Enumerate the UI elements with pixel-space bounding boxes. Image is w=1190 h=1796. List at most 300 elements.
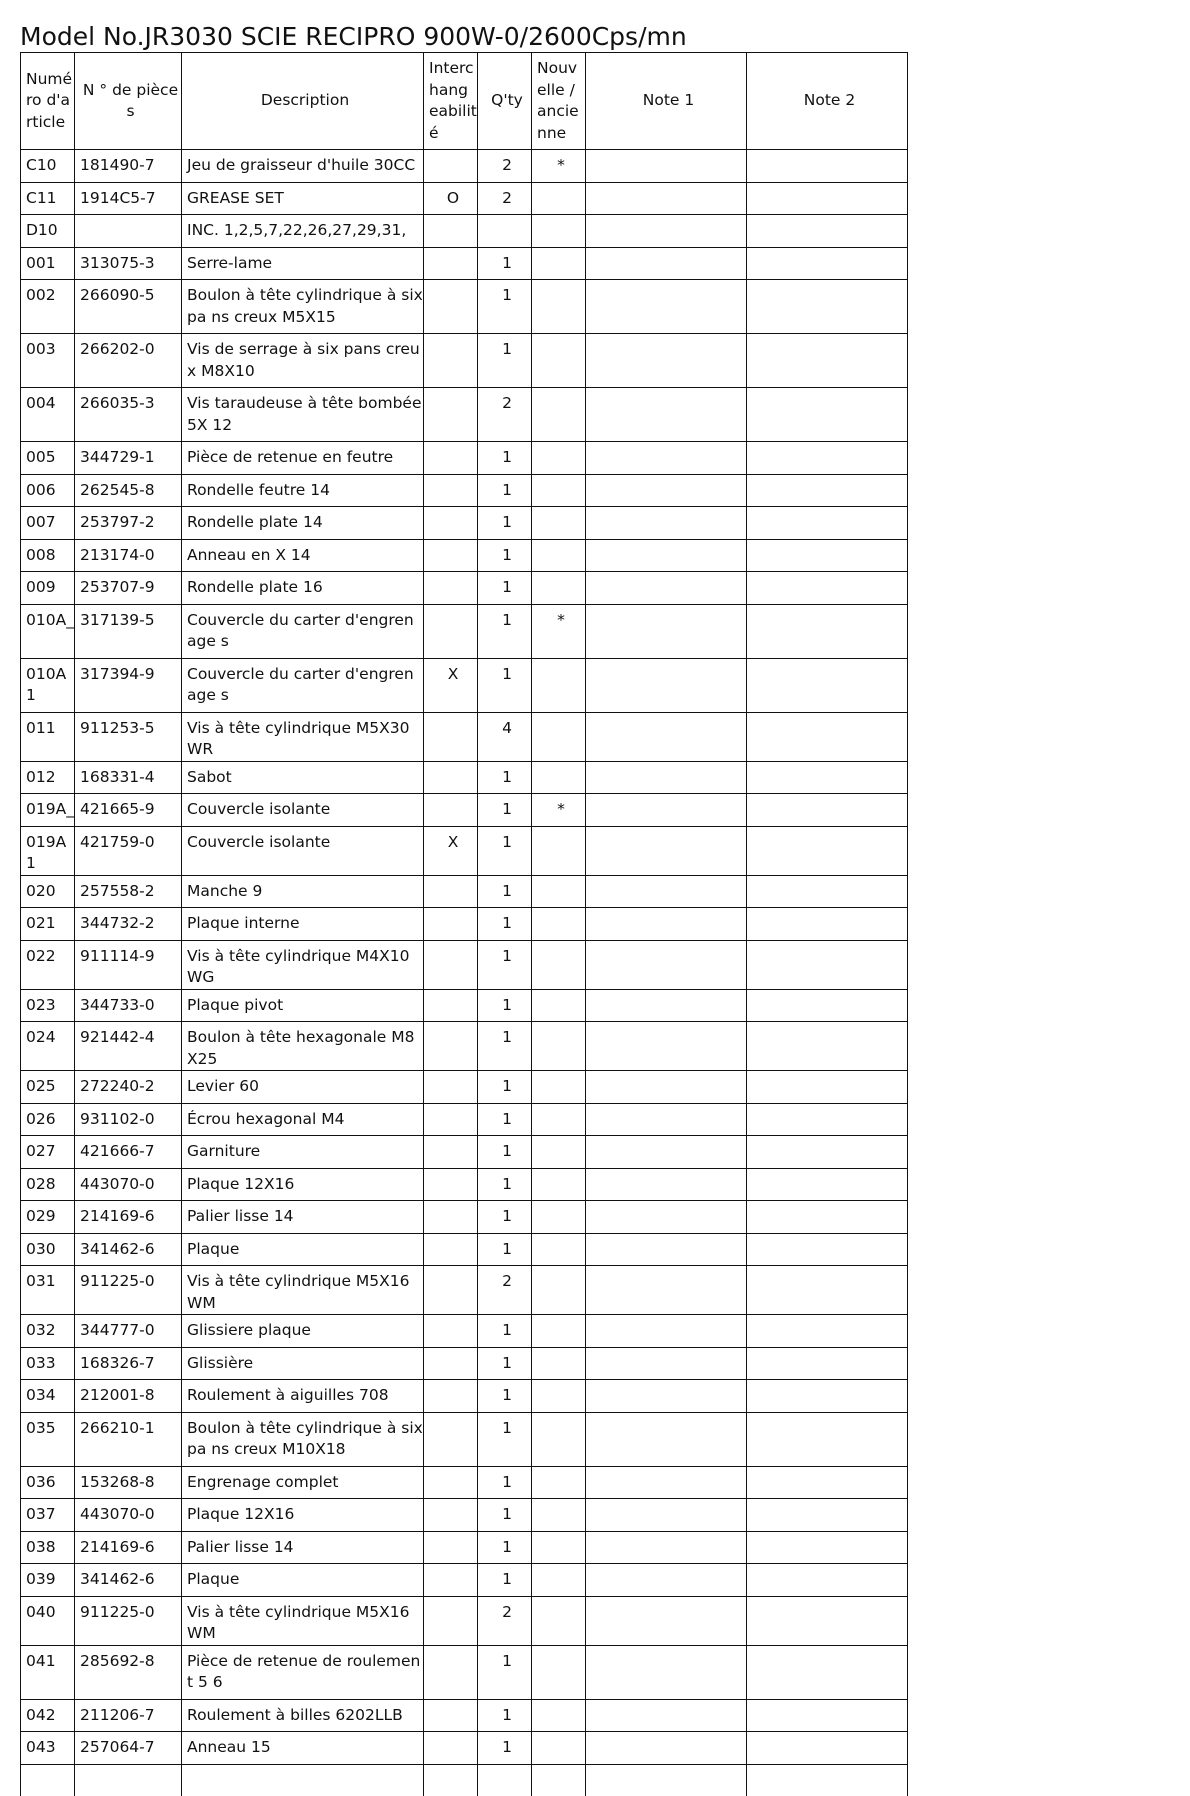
cell-note-2 [747,875,908,908]
cell-description: Vis taraudeuse à tête bombée 5X 12 [182,388,424,442]
cell-description: Anneau 15 [182,1732,424,1765]
cell-qty: 2 [478,388,532,442]
header-row [21,53,908,150]
table-row [21,1732,908,1765]
cell-item-no: 042 [21,1699,75,1732]
cell-interchangeability: X [424,658,478,712]
cell-note-1 [586,875,747,908]
cell-qty: 1 [478,1168,532,1201]
cell-new-old [532,539,586,572]
cell-note-2 [747,1347,908,1380]
cell-note-2 [747,1699,908,1732]
cell-item-no: C10 [21,150,75,183]
cell-new-old [532,247,586,280]
cell-qty: 1 [478,474,532,507]
cell-part-no: 421759-0 [75,826,182,875]
cell-item-no: 024 [21,1022,75,1071]
cell-qty: 1 [478,572,532,605]
cell-new-old [532,442,586,475]
cell-interchangeability [424,539,478,572]
cell-new-old [532,1645,586,1699]
cell-qty: 1 [478,1380,532,1413]
cell-new-old [532,1531,586,1564]
cell-new-old [532,1266,586,1315]
header-new-old: Nouv elle / ancie nne [532,53,586,150]
cell-qty: 4 [478,712,532,761]
cell-new-old [532,940,586,989]
cell-item-no: 010A1 [21,658,75,712]
cell-item-no: 033 [21,1347,75,1380]
cell-note-2 [747,761,908,794]
table-row [21,1103,908,1136]
table-row [21,334,908,388]
empty-cell [182,1764,424,1796]
cell-interchangeability: O [424,182,478,215]
cell-part-no: 213174-0 [75,539,182,572]
cell-new-old: * [532,150,586,183]
cell-qty: 1 [478,794,532,827]
cell-note-2 [747,1233,908,1266]
cell-description: Boulon à tête hexagonale M8X25 [182,1022,424,1071]
cell-qty: 2 [478,150,532,183]
cell-description: Vis à tête cylindrique M5X16 WM [182,1266,424,1315]
table-row [21,150,908,183]
table-row [21,1531,908,1564]
table-row [21,604,908,658]
table-row [21,1071,908,1104]
cell-item-no: 022 [21,940,75,989]
cell-description: Vis à tête cylindrique M4X10 WG [182,940,424,989]
cell-new-old [532,388,586,442]
header-note-1: Note 1 [586,53,747,150]
cell-interchangeability [424,1071,478,1104]
cell-qty: 1 [478,1103,532,1136]
cell-description: Vis à tête cylindrique M5X16 WM [182,1596,424,1645]
cell-description: Boulon à tête cylindrique à six pa ns creux M10X18 [182,1412,424,1466]
cell-part-no: 443070-0 [75,1168,182,1201]
cell-note-2 [747,1412,908,1466]
cell-new-old [532,1732,586,1765]
cell-new-old [532,1596,586,1645]
cell-item-no: 003 [21,334,75,388]
cell-part-no: 214169-6 [75,1531,182,1564]
cell-qty: 1 [478,442,532,475]
cell-interchangeability [424,712,478,761]
cell-note-1 [586,1531,747,1564]
cell-interchangeability [424,1380,478,1413]
cell-description: INC. 1,2,5,7,22,26,27,29,31, [182,215,424,248]
table-row [21,989,908,1022]
cell-note-1 [586,1071,747,1104]
cell-note-1 [586,1466,747,1499]
empty-cell [532,1764,586,1796]
cell-description: Plaque pivot [182,989,424,1022]
cell-note-2 [747,1499,908,1532]
cell-part-no: 285692-8 [75,1645,182,1699]
cell-interchangeability [424,1466,478,1499]
cell-note-2 [747,1380,908,1413]
empty-cell [21,1764,75,1796]
cell-description: Couvercle du carter d'engrenage s [182,604,424,658]
cell-new-old [532,1168,586,1201]
cell-item-no: 028 [21,1168,75,1201]
cell-qty: 1 [478,940,532,989]
cell-description: Palier lisse 14 [182,1201,424,1234]
table-row [21,182,908,215]
cell-qty: 1 [478,761,532,794]
cell-description: GREASE SET [182,182,424,215]
cell-part-no: 253707-9 [75,572,182,605]
table-row-empty [21,1764,908,1796]
cell-interchangeability [424,1136,478,1169]
cell-part-no: 257064-7 [75,1732,182,1765]
cell-item-no: 004 [21,388,75,442]
cell-note-2 [747,247,908,280]
cell-item-no: 010A_ [21,604,75,658]
cell-item-no: 008 [21,539,75,572]
cell-new-old [532,1347,586,1380]
cell-part-no: 214169-6 [75,1201,182,1234]
cell-note-1 [586,1645,747,1699]
cell-note-1 [586,388,747,442]
cell-description: Écrou hexagonal M4 [182,1103,424,1136]
cell-note-1 [586,215,747,248]
cell-new-old: * [532,604,586,658]
cell-qty: 1 [478,1412,532,1466]
cell-note-2 [747,1136,908,1169]
cell-note-2 [747,712,908,761]
cell-part-no: 344777-0 [75,1315,182,1348]
table-row [21,388,908,442]
cell-interchangeability [424,1564,478,1597]
cell-new-old [532,1201,586,1234]
cell-item-no: 030 [21,1233,75,1266]
cell-note-2 [747,1103,908,1136]
cell-part-no: 272240-2 [75,1071,182,1104]
cell-part-no: 253797-2 [75,507,182,540]
cell-description: Levier 60 [182,1071,424,1104]
cell-new-old [532,507,586,540]
cell-new-old [532,875,586,908]
empty-cell [75,1764,182,1796]
cell-new-old [532,1380,586,1413]
cell-part-no: 911114-9 [75,940,182,989]
cell-part-no: 911253-5 [75,712,182,761]
table-row [21,826,908,875]
cell-part-no: 1914C5-7 [75,182,182,215]
cell-part-no: 317394-9 [75,658,182,712]
cell-note-1 [586,474,747,507]
empty-cell [424,1764,478,1796]
table-row [21,215,908,248]
cell-qty: 1 [478,1022,532,1071]
table-row [21,1168,908,1201]
cell-part-no [75,215,182,248]
cell-note-2 [747,1596,908,1645]
cell-qty: 1 [478,1071,532,1104]
cell-part-no: 266035-3 [75,388,182,442]
cell-item-no: 039 [21,1564,75,1597]
empty-cell [747,1764,908,1796]
cell-description: Rondelle plate 14 [182,507,424,540]
cell-note-1 [586,940,747,989]
cell-item-no: 037 [21,1499,75,1532]
table-row [21,507,908,540]
cell-qty: 1 [478,247,532,280]
cell-part-no: 212001-8 [75,1380,182,1413]
header-part-no: N ° de pièces [75,53,182,150]
cell-note-1 [586,1347,747,1380]
cell-new-old [532,1233,586,1266]
cell-item-no: C11 [21,182,75,215]
page-title: Model No.JR3030 SCIE RECIPRO 900W-0/2600Cps/mn [20,22,687,51]
cell-note-2 [747,1266,908,1315]
cell-interchangeability [424,989,478,1022]
cell-interchangeability [424,1233,478,1266]
cell-description: Vis à tête cylindrique M5X30 WR [182,712,424,761]
cell-part-no: 317139-5 [75,604,182,658]
cell-interchangeability [424,1699,478,1732]
cell-interchangeability [424,1103,478,1136]
cell-item-no: 038 [21,1531,75,1564]
cell-qty: 1 [478,604,532,658]
cell-item-no: 025 [21,1071,75,1104]
table-row [21,1499,908,1532]
cell-note-1 [586,658,747,712]
cell-interchangeability [424,1596,478,1645]
cell-part-no: 266202-0 [75,334,182,388]
cell-note-1 [586,334,747,388]
cell-interchangeability [424,761,478,794]
cell-note-1 [586,280,747,334]
cell-note-1 [586,150,747,183]
cell-description: Roulement à billes 6202LLB [182,1699,424,1732]
cell-interchangeability [424,940,478,989]
cell-new-old: * [532,794,586,827]
cell-interchangeability [424,215,478,248]
cell-new-old [532,215,586,248]
cell-qty [478,215,532,248]
cell-interchangeability [424,572,478,605]
cell-description: Jeu de graisseur d'huile 30CC [182,150,424,183]
cell-interchangeability [424,1412,478,1466]
cell-item-no: 032 [21,1315,75,1348]
cell-note-1 [586,1499,747,1532]
cell-new-old [532,989,586,1022]
cell-qty: 1 [478,875,532,908]
cell-note-1 [586,1564,747,1597]
table-row [21,1466,908,1499]
cell-interchangeability [424,442,478,475]
cell-qty: 1 [478,1531,532,1564]
table-row [21,658,908,712]
cell-part-no: 421665-9 [75,794,182,827]
cell-note-1 [586,442,747,475]
cell-part-no: 341462-6 [75,1233,182,1266]
cell-qty: 1 [478,1564,532,1597]
cell-new-old [532,1412,586,1466]
cell-description: Rondelle feutre 14 [182,474,424,507]
cell-description: Sabot [182,761,424,794]
cell-note-2 [747,215,908,248]
table-row [21,908,908,941]
cell-interchangeability [424,150,478,183]
cell-new-old [532,1022,586,1071]
cell-qty: 1 [478,280,532,334]
cell-note-2 [747,1732,908,1765]
cell-item-no: 036 [21,1466,75,1499]
cell-note-1 [586,1596,747,1645]
cell-note-2 [747,1645,908,1699]
cell-qty: 1 [478,1499,532,1532]
cell-description: Couvercle du carter d'engrenage s [182,658,424,712]
cell-item-no: 031 [21,1266,75,1315]
cell-interchangeability: X [424,826,478,875]
cell-part-no: 262545-8 [75,474,182,507]
cell-part-no: 931102-0 [75,1103,182,1136]
cell-qty: 1 [478,539,532,572]
cell-qty: 2 [478,1596,532,1645]
cell-interchangeability [424,1732,478,1765]
cell-interchangeability [424,280,478,334]
cell-note-1 [586,1699,747,1732]
cell-qty: 1 [478,1347,532,1380]
cell-new-old [532,1103,586,1136]
cell-description: Vis de serrage à six pans creux M8X10 [182,334,424,388]
cell-description: Manche 9 [182,875,424,908]
cell-qty: 1 [478,1201,532,1234]
cell-note-1 [586,247,747,280]
cell-item-no: 019A_ [21,794,75,827]
cell-qty: 1 [478,1136,532,1169]
cell-item-no: 029 [21,1201,75,1234]
cell-qty: 1 [478,507,532,540]
cell-new-old [532,1499,586,1532]
table-row [21,1380,908,1413]
cell-qty: 1 [478,1732,532,1765]
cell-note-1 [586,182,747,215]
cell-note-2 [747,150,908,183]
cell-note-2 [747,658,908,712]
cell-qty: 1 [478,826,532,875]
cell-description: Pièce de retenue en feutre [182,442,424,475]
cell-new-old [532,182,586,215]
cell-qty: 1 [478,1466,532,1499]
cell-note-2 [747,826,908,875]
cell-note-1 [586,507,747,540]
cell-note-1 [586,1412,747,1466]
cell-qty: 2 [478,182,532,215]
cell-interchangeability [424,1022,478,1071]
cell-part-no: 266090-5 [75,280,182,334]
cell-interchangeability [424,334,478,388]
table-row [21,1315,908,1348]
cell-qty: 1 [478,1699,532,1732]
cell-interchangeability [424,388,478,442]
cell-interchangeability [424,474,478,507]
parts-body [21,150,908,1796]
table-row [21,1201,908,1234]
cell-note-2 [747,1168,908,1201]
cell-new-old [532,1136,586,1169]
cell-item-no: 034 [21,1380,75,1413]
table-row [21,1699,908,1732]
cell-note-2 [747,334,908,388]
cell-note-1 [586,794,747,827]
cell-item-no: 002 [21,280,75,334]
cell-new-old [532,712,586,761]
cell-item-no: 007 [21,507,75,540]
cell-interchangeability [424,507,478,540]
cell-part-no: 344733-0 [75,989,182,1022]
cell-interchangeability [424,908,478,941]
cell-note-2 [747,572,908,605]
cell-note-2 [747,182,908,215]
cell-item-no: 035 [21,1412,75,1466]
cell-description: Pièce de retenue de roulement 5 6 [182,1645,424,1699]
cell-note-1 [586,712,747,761]
cell-interchangeability [424,794,478,827]
cell-description: Roulement à aiguilles 708 [182,1380,424,1413]
cell-new-old [532,1315,586,1348]
table-row [21,474,908,507]
cell-note-2 [747,1071,908,1104]
cell-interchangeability [424,875,478,908]
table-row [21,712,908,761]
cell-item-no: 006 [21,474,75,507]
table-row [21,1347,908,1380]
cell-note-1 [586,572,747,605]
cell-description: Plaque 12X16 [182,1168,424,1201]
cell-interchangeability [424,1168,478,1201]
cell-part-no: 443070-0 [75,1499,182,1532]
cell-item-no: 023 [21,989,75,1022]
header-qty: Q'ty [478,53,532,150]
header-note-2: Note 2 [747,53,908,150]
cell-part-no: 421666-7 [75,1136,182,1169]
cell-note-1 [586,908,747,941]
cell-description: Plaque interne [182,908,424,941]
table-row [21,1136,908,1169]
cell-part-no: 911225-0 [75,1266,182,1315]
cell-description: Plaque [182,1233,424,1266]
cell-item-no: 005 [21,442,75,475]
cell-item-no: 020 [21,875,75,908]
cell-note-2 [747,1022,908,1071]
cell-interchangeability [424,1645,478,1699]
cell-interchangeability [424,604,478,658]
cell-item-no: 001 [21,247,75,280]
table-row [21,1266,908,1315]
cell-description: Palier lisse 14 [182,1531,424,1564]
table-row [21,794,908,827]
cell-description: Rondelle plate 16 [182,572,424,605]
cell-part-no: 911225-0 [75,1596,182,1645]
cell-note-1 [586,1168,747,1201]
cell-part-no: 344732-2 [75,908,182,941]
cell-new-old [532,334,586,388]
cell-new-old [532,280,586,334]
cell-new-old [532,1699,586,1732]
cell-interchangeability [424,1266,478,1315]
cell-note-2 [747,940,908,989]
cell-note-2 [747,1466,908,1499]
cell-description: Boulon à tête cylindrique à six pa ns creux M5X15 [182,280,424,334]
cell-new-old [532,908,586,941]
table-row [21,1596,908,1645]
cell-description: Plaque 12X16 [182,1499,424,1532]
cell-note-2 [747,1201,908,1234]
